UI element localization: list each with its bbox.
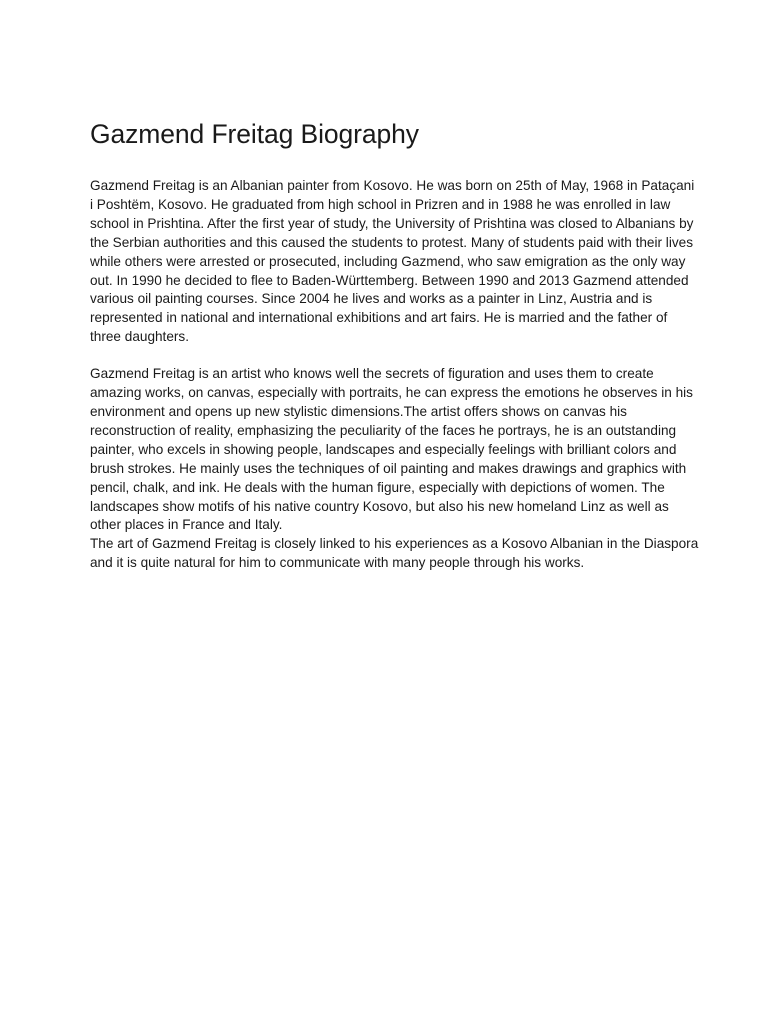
document-body: [90, 117, 700, 573]
paragraph-diaspora: The art of Gazmend Freitag is closely linked to his experiences as a Kosovo Albanian in the Diaspora and it is quite natural for him to communicate with many people through his works.: [90, 536, 699, 571]
paragraph-biography: Gazmend Freitag is an Albanian painter from Kosovo. He was born on 25th of May, 1968 in Pataçani i Poshtëm, Kosovo. He graduated from high school in Prizren and in 1988 he was enrolled in law school in Prishtina. After the first year of study, the University of Prishtina was closed to Albanians by the Serbian authorities and this caused the students to protest. Many of students paid with their lives while others were arrested or prosecuted, including Gazmend, who saw emigration as the only way out. In 1990 he decided to flee to Baden-Württemberg. Between 1990 and 2013 Gazmend attended various oil painting courses. Since 2004 he lives and works as a painter in Linz, Austria and is represented in national and international exhibitions and art fairs. He is married and the father of three daughters.: [90, 178, 695, 345]
paragraph-artistry: Gazmend Freitag is an artist who knows well the secrets of figuration and uses them to create amazing works, on canvas, especially with portraits, he can express the emotions he observes in his environment and opens up new stylistic dimensions.The artist offers shows on canvas his reconstruction of reality, emphasizing the peculiarity of the faces he portrays, he is an outstanding painter, who excels in showing people, landscapes and especially feelings with brilliant colors and brush strokes. He mainly uses the techniques of oil painting and makes drawings and graphics with pencil, chalk, and ink. He deals with the human figure, especially with depictions of women. The landscapes show motifs of his native country Kosovo, but also his new homeland Linz as well as other places in France and Italy.: [90, 366, 693, 533]
document-title: Gazmend Freitag Biography: [90, 119, 419, 149]
paragraph-spacer: [90, 347, 700, 365]
